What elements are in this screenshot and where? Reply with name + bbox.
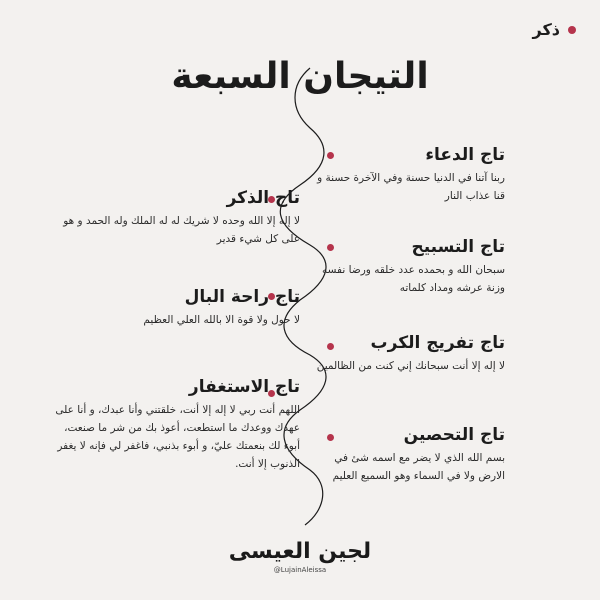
crown-item-text: بسم الله الذي لا يضر مع اسمه شئ في الارض ولا في السماء وهو السميع العليم: [332, 452, 505, 482]
crown-item-title: تاج الذكر: [226, 188, 300, 208]
crown-item: [305, 237, 505, 297]
crown-item-text: سبحان الله و بحمده عدد خلقه ورضا نفسه وزنة عرشه ومداد كلماته: [322, 264, 505, 294]
logo-mark: لجين العيسى: [228, 539, 372, 564]
crown-item-text: لا إله إلا أنت سبحانك إني كنت من الظالمين: [316, 360, 505, 372]
crown-item: [305, 425, 505, 485]
crown-item-title: تاج التحصين: [403, 425, 505, 445]
logo-handle: @LujainAleissa: [273, 566, 327, 574]
crown-item: [50, 287, 300, 329]
page-title: التيجان السبعة: [171, 56, 429, 97]
crown-item: [50, 188, 300, 248]
crown-item-title: تاج راحة البال: [184, 287, 300, 307]
crown-item: [305, 333, 505, 375]
category-label: ذكر: [532, 20, 560, 39]
crown-item-text: ربنا آتنا في الدنيا حسنة وفي الآخرة حسنة و قنا عذاب النار: [317, 172, 505, 202]
crown-item-text: لا حول ولا قوة الا بالله العلي العظيم: [143, 314, 300, 326]
author-logo: [0, 540, 600, 574]
crown-item-title: تاج الاستغفار: [188, 377, 300, 397]
crown-item-text: اللهم أنت ربي لا إله إلا أنت، خلقتني وأنا عبدك، و أنا على عهدك ووعدك ما استطعت، أعوذ بك من شر ما صنعت، أبوء لك بنعمتك عليّ، و أبوء بذنبي، فاغفر لي فإنه لا يغفر الذنوب إلا أنت.: [55, 404, 300, 470]
crown-item-title: تاج تفريج الكرب: [370, 333, 505, 353]
crown-item-title: تاج التسبيح: [411, 237, 505, 257]
crown-item: [305, 145, 505, 205]
crown-item-title: تاج الدعاء: [425, 145, 505, 165]
crown-item-text: لا إله إلا الله وحده لا شريك له له الملك وله الحمد و هو على كل شيء قدير: [63, 215, 300, 245]
crown-item: [50, 377, 300, 473]
